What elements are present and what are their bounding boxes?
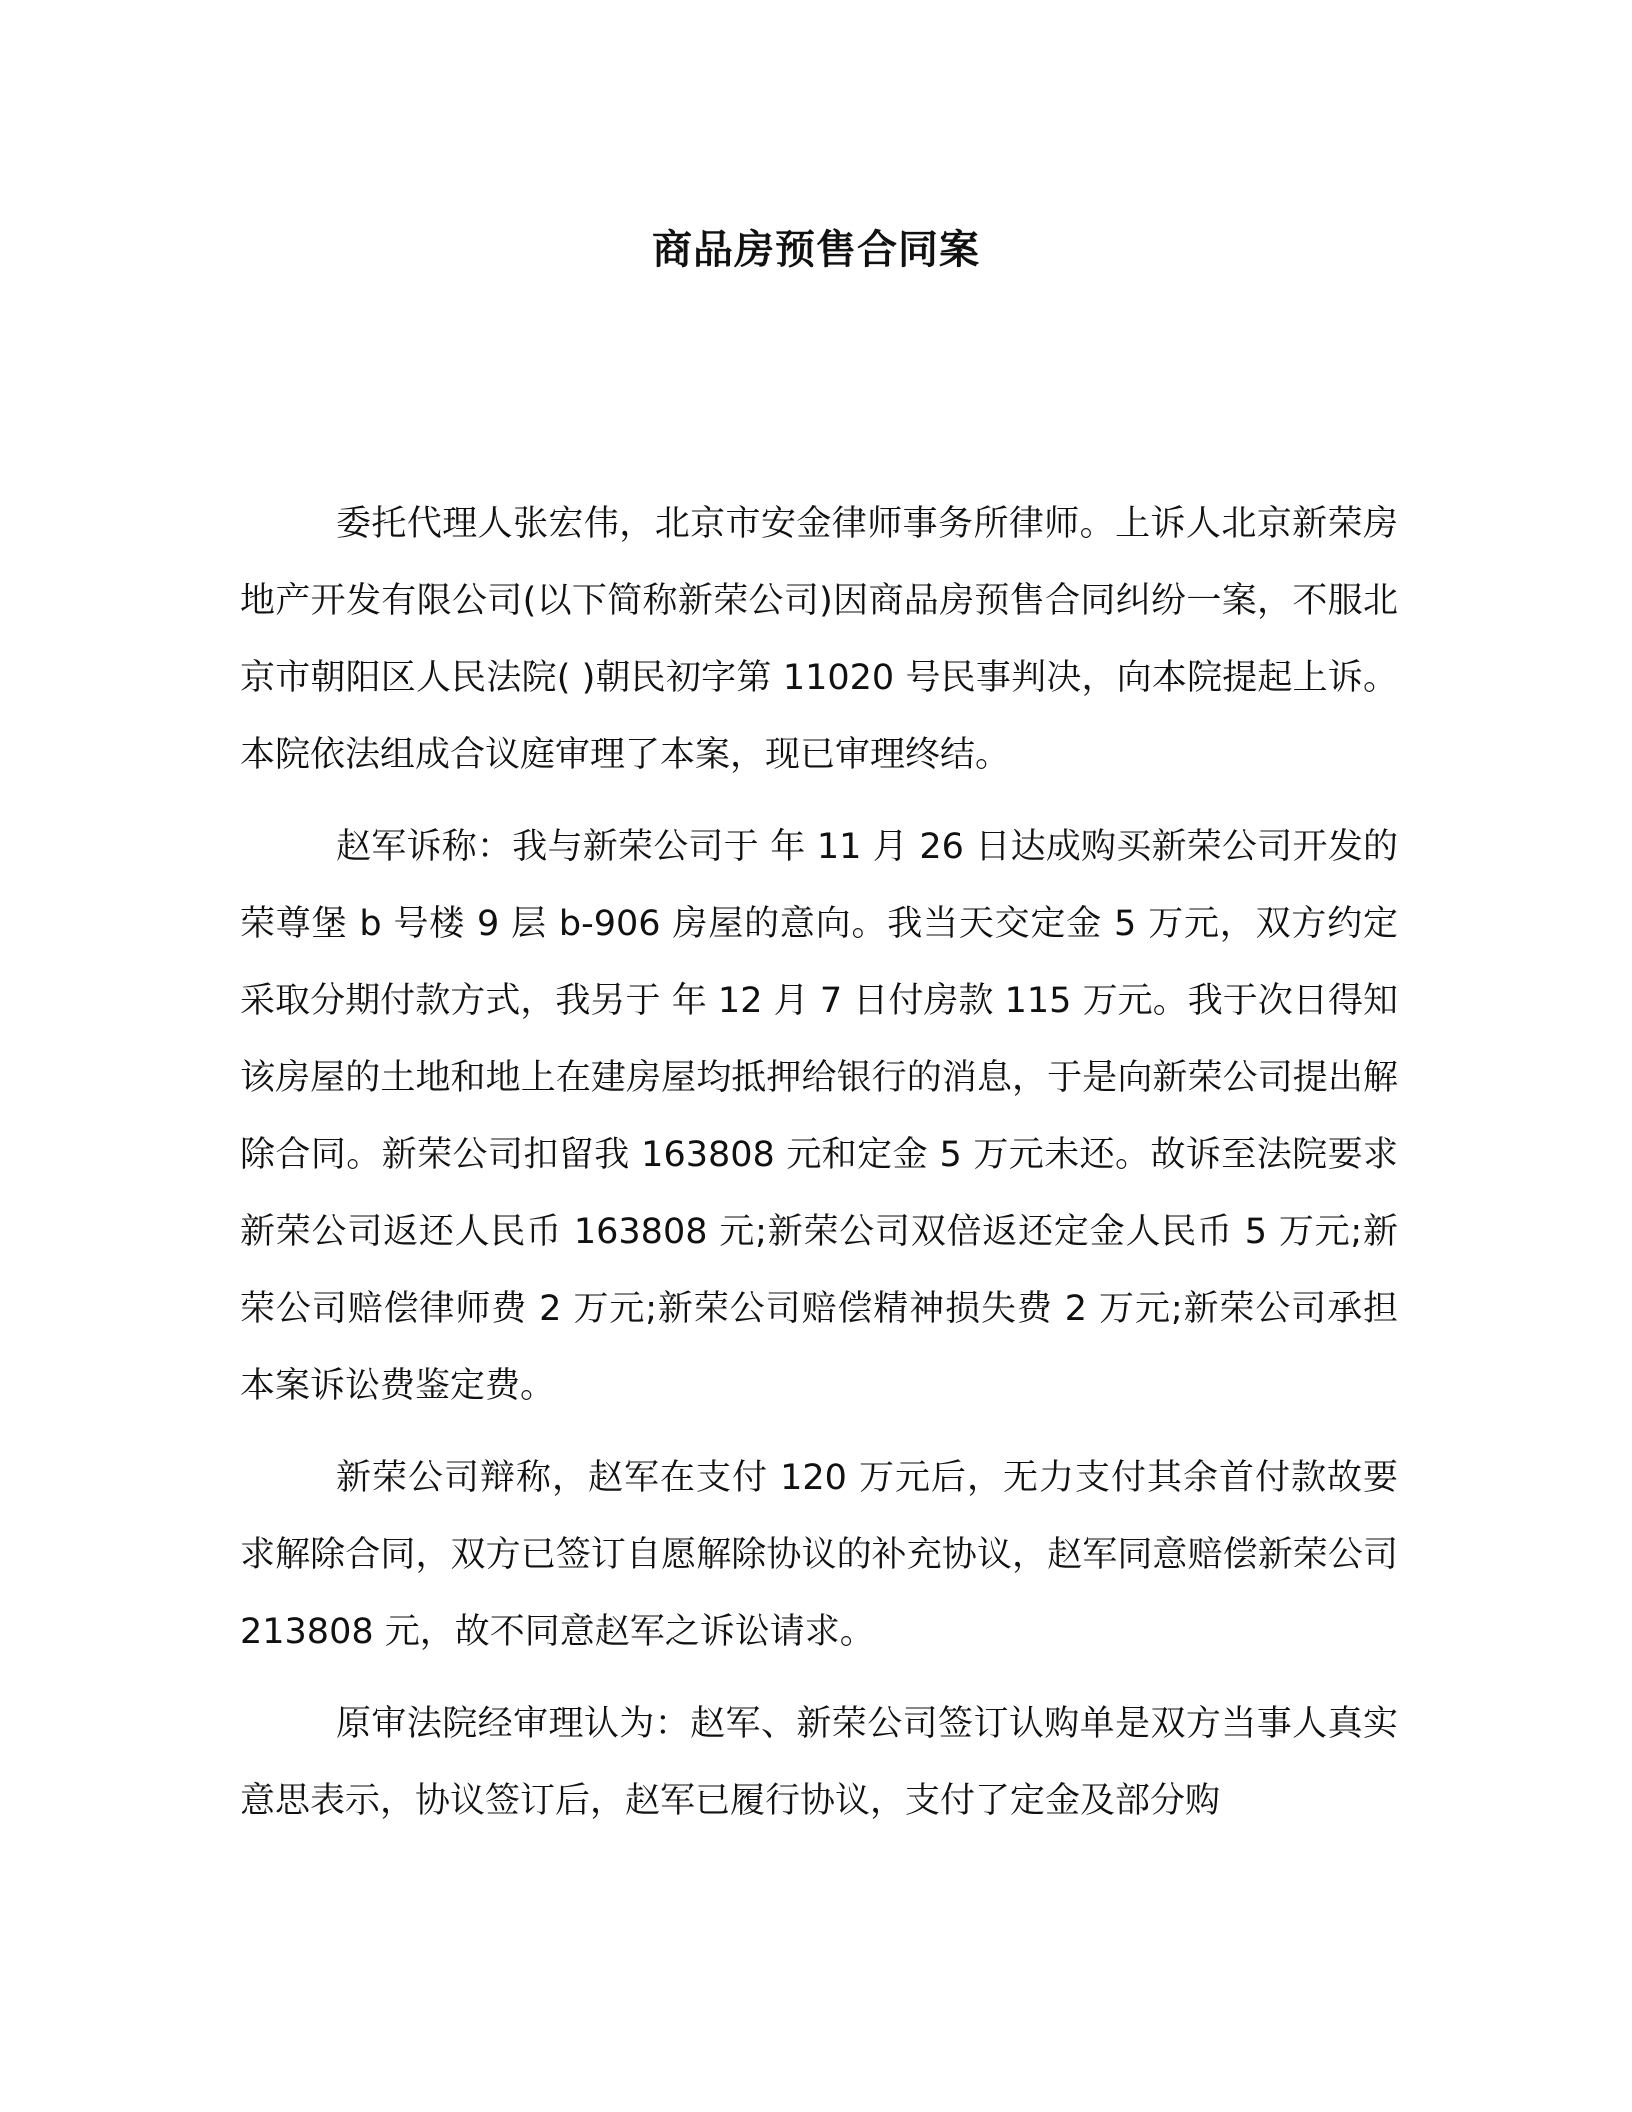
paragraph-defendant-response: 新荣公司辩称，赵军在支付 120 万元后，无力支付其余首付款故要求解除合同，双方已签订自愿解除协议的补充协议，赵军同意赔偿新荣公司 213808 元，故不同意赵军之诉讼请求。 xyxy=(240,1458,1398,1652)
paragraph-agent: 委托代理人张宏伟，北京市安金律师事务所律师。上诉人北京新荣房地产开发有限公司(以下简称新荣公司)因商品房预售合同纠纷一案，不服北京市朝阳区人民法院( )朝民初字第 11020 号民事判决，向本院提起上诉。本院依法组成合议庭审理了本案，现已审理终结。 xyxy=(240,504,1398,775)
paragraph-plaintiff-claim: 赵军诉称：我与新荣公司于 年 11 月 26 日达成购买新荣公司开发的荣尊堡 b 号楼 9 层 b-906 房屋的意向。我当天交定金 5 万元，双方约定采取分期付款方式，我另于 年 12 月 7 日付房款 115 万元。我于次日得知该房屋的土地和地上在建房屋均抵押给银行的消息，于是向新荣公司提出解除合同。新荣公司扣留我 163808 元和定金 5 万元未还。故诉至法院要求新荣公司返还人民币 163808 元;新荣公司双倍返还定金人民币 5 万元;新荣公司赔偿律师费 2 万元;新荣公司赔偿精神损失费 2 万元;新荣公司承担本案诉讼费鉴定费。 xyxy=(240,827,1398,1406)
paragraph-court-opinion: 原审法院经审理认为：赵军、新荣公司签订认购单是双方当事人真实意思表示，协议签订后，赵军已履行协议，支付了定金及部分购 xyxy=(240,1704,1398,1821)
document-body xyxy=(240,486,1398,1840)
document-title: 商品房预售合同案 xyxy=(652,227,980,273)
